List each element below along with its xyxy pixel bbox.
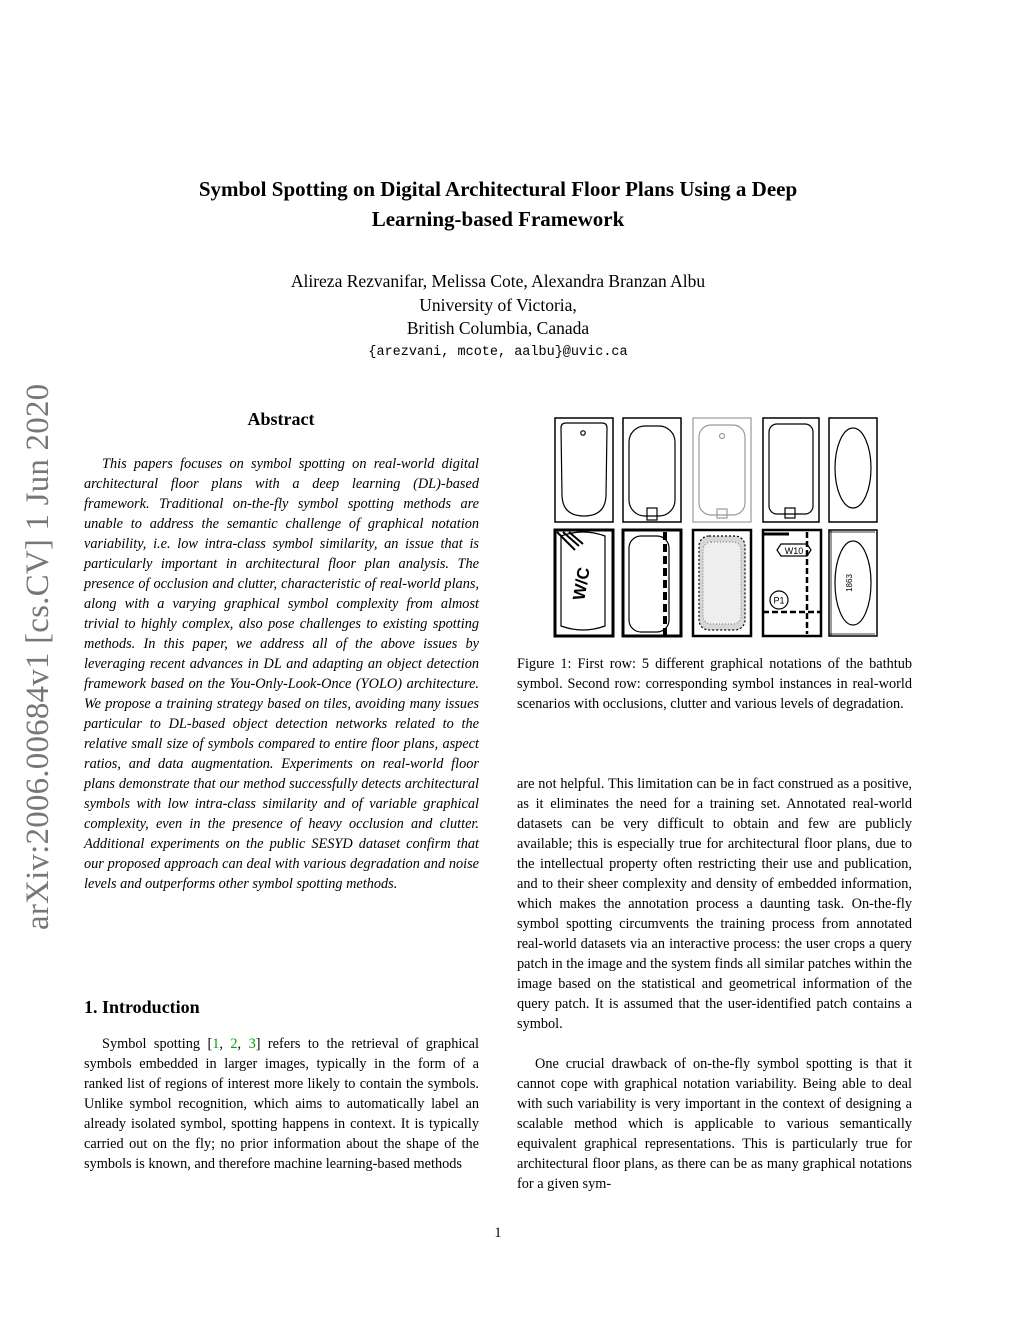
- citation-separator: ,: [237, 1036, 249, 1052]
- dimension-label: 1863: [845, 574, 854, 592]
- wc-label: W/C: [569, 565, 594, 602]
- arxiv-identifier: arXiv:2006.00684v1 [cs.CV] 1 Jun 2020: [20, 383, 56, 930]
- figure-1-caption: Figure 1: First row: 5 different graphical notations of the bathtub symbol. Second row: corresponding symbol instances in real-world scenarios with occlusions, clutter and various levels of degradation.: [517, 656, 912, 712]
- introduction-paragraph-1-continued: are not helpful. This limitation can be in fact construed as a positive, as it eliminates the need for a training set. Annotated real-world datasets can be very difficult to obtain and few are publicly available; this is especially true for architectural floor plans, due to the intellectual property often restricting their use and publication, and to their sheer complexity and density of embedded information, which makes the annotation process a daunting task. On-the-fly symbol spotting circumvents the training process from annotated real-world datasets via an interactive process: the user crops a query patch in the image and the system finds all similar patches within the image based on the statistical and geometrical information of the query patch. It is assumed that the user-identified patch contains a symbol.: [517, 776, 912, 1032]
- title-line-2: Learning-based Framework: [371, 207, 625, 231]
- bathtub-instance-5: [829, 530, 877, 636]
- introduction-paragraph-2: One crucial drawback of on-the-fly symbol spotting is that it cannot cope with graphical notation variability. Being able to deal with such variability is very important in the context of designing a scalable method which is applicable to various semantically equivalent graphical representations. This is particularly true for architectural floor plans, as there can be as many graphical notations for a given sym-: [517, 1056, 912, 1192]
- paper-title: [100, 174, 896, 234]
- author-emails: {arezvani, mcote, aalbu}@uvic.ca: [368, 345, 628, 360]
- citation-link-1[interactable]: 1: [212, 1036, 220, 1052]
- bathtub-instance-1: [555, 530, 613, 636]
- citation-separator: ,: [219, 1036, 231, 1052]
- bathtub-notation-3: [693, 418, 751, 522]
- citation-link-3[interactable]: 3: [248, 1036, 256, 1052]
- bathtub-notation-1: [555, 418, 613, 522]
- bathtub-instance-4: [763, 530, 821, 636]
- bathtub-notation-2: [623, 418, 681, 522]
- bathtub-notation-4: [763, 418, 819, 522]
- bathtub-instance-3: [693, 530, 751, 636]
- author-block: [200, 270, 796, 341]
- p1-tag: P1: [773, 595, 785, 606]
- intro-text-before-citations: Symbol spotting [: [102, 1036, 213, 1052]
- introduction-paragraph-1: [84, 1034, 479, 1174]
- page-number: 1: [494, 1225, 502, 1241]
- affiliation-location: British Columbia, Canada: [406, 318, 590, 338]
- abstract-heading: Abstract: [247, 409, 315, 429]
- citation-link-2[interactable]: 2: [230, 1036, 238, 1052]
- introduction-heading: 1. Introduction: [84, 997, 200, 1017]
- bathtub-instance-2: [623, 530, 681, 636]
- author-names: Alireza Rezvanifar, Melissa Cote, Alexandra Branzan Albu: [290, 271, 706, 291]
- affiliation-university: University of Victoria,: [419, 294, 577, 315]
- figure-1-bathtub-symbols: [553, 416, 879, 640]
- intro-text-after-citations: ] refers to the retrieval of graphical symbols embedded in larger images, typically in the form of a ranked list of regions of interest more likely to contain the symbols. Unlike symbol recognition, which aims to automatically label an already isolated symbol, spotting happens in context. It is typically carried out on the fly; no prior information about the shape of the symbols is known, and therefore machine learning-based methods: [84, 1036, 479, 1172]
- w10-tag: W10: [784, 546, 804, 556]
- title-line-1: Symbol Spotting on Digital Architectural Floor Plans Using a Deep: [198, 177, 798, 201]
- abstract-text: This papers focuses on symbol spotting on real-world digital architectural floor plans with a deep learning (DL)-based framework. Traditional on-the-fly symbol spotting methods are unable to address the semantic challenge of graphical notation variability, i.e. low intra-class symbol similarity, an issue that is particularly important in architectural floor plan analysis. The presence of occlusion and clutter, characteristic of real-world plans, along with a varying graphical symbol complexity from almost trivial to highly complex, also pose challenges to existing spotting methods. In this paper, we address all of the above issues by leveraging recent advances in DL and adapting an object detection framework based on the You-Only-Look-Once (YOLO) architecture. We propose a training strategy based on tiles, avoiding many issues particular to DL-based object detection networks related to the relative small size of symbols compared to entire floor plans, aspect ratios, and data augmentation. Experiments on real-world floor plans demonstrate that our method successfully detects architectural symbols with low intra-class similarity and of variable graphical complexity, even in the presence of heavy occlusion and clutter. Additional experiments on the public SESYD dataset confirm that our proposed approach can deal with various degradation and noise levels and outperforms other symbol spotting methods.: [84, 456, 479, 892]
- bathtub-notation-5: [829, 418, 877, 522]
